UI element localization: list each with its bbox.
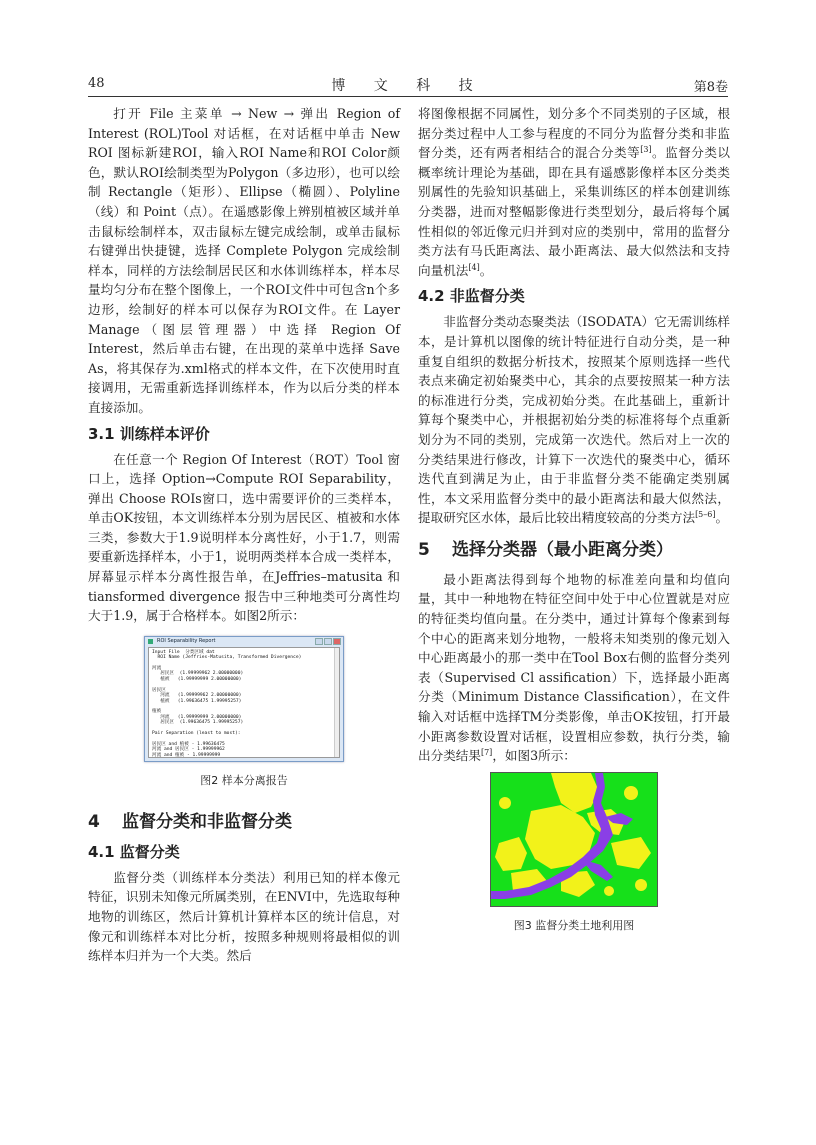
- scrollbar[interactable]: [334, 648, 339, 757]
- figure-caption: 图3 监督分类土地利用图: [513, 918, 635, 932]
- section-heading-4-1: 4.1 监督分类: [88, 842, 180, 861]
- report-line: Input File 分类区域 dat: [152, 649, 215, 655]
- figure-caption: 图2 样本分离报告: [200, 773, 288, 787]
- report-line: 居民区 (1.99636475 1.99995257): [152, 720, 244, 726]
- report-text: [148, 647, 340, 758]
- paragraph: 打开 File 主菜单 → New → 弹出 Region of Interest (ROL)Tool 对话框，在对话框中单击 New ROI 图标新建ROI，输入ROI Name和ROI Color颜色，默认ROI绘制类型为Polygon（多边形），也可以绘制 Rectangle（矩形）、Ellipse（椭圆）、Polyline（线）和 Point（点）。在遥感影像上辨别植被区域并单击鼠标绘制样本，双击鼠标左键完成绘制，或单击鼠标右键弹出快捷键，选择 Complete Polygon 完成绘制样本，同样的方法绘制居民区和水体训练样本，样本尽量均匀分布在整个图像上，一个ROI文件中可包含n个多边形，绘制好的样本可以保存为ROI文件。在 Layer Manage（图层管理器）中选择 Region Of Interest，然后单击右键，在出现的菜单中选择 Save As，将其保存为.xml格式的样本文件，在下次使用时直接调用，无需重新选择训练样本，作为以后分类的样本直接添加。: [88, 106, 400, 415]
- report-line: 植被 (1.99636475 1.99995257): [152, 698, 242, 704]
- report-line: 河流 (1.99999999 2.00000000): [152, 714, 242, 720]
- roi-separability-window: [144, 636, 344, 762]
- maximize-button[interactable]: [324, 638, 332, 645]
- report-line: 河流 (1.99999962 2.00000000): [152, 693, 242, 699]
- report-line: 河流: [152, 666, 162, 672]
- report-line: 河流 and 居民区 - 1.99999962: [152, 747, 225, 753]
- app-icon: [148, 639, 153, 644]
- close-button[interactable]: [333, 638, 341, 645]
- minimize-button[interactable]: [315, 638, 323, 645]
- report-line: Pair Separation (least to most):: [152, 730, 241, 736]
- report-line: ROI Name (Jeffries-Matusita, Transformed Divergence): [152, 655, 302, 661]
- report-line: 植被: [152, 709, 162, 715]
- left-column: [88, 104, 400, 966]
- report-line: 居民区 and 植被 - 1.99636475: [152, 741, 225, 747]
- report-line: 居民区: [152, 687, 166, 693]
- paragraph: 在任意一个 Region Of Interest（ROT）Tool 窗口上，选择 Option→Compute ROI Separability，弹出 Choose ROIs窗口，选中需要评价的三类样本，单击OK按钮，本文训练样本分别为居民区、植被和水体三类，参数大于1.9说明样本分离性好，小于1.7，则需要重新选择样本，小于1，说明两类样本合成一类样本，屏幕显示样本分离性报告单，在Jeffries–matusita 和 tiansformed divergence 报告中三种地类可分离性均大于1.9，属于合格样本。如图2所示：: [88, 451, 400, 624]
- paragraph: 监督分类（训练样本分类法）利用已知的样本像元特征，识别未知像元所属类别，在ENVI中，先选取每种地物的训练区，然后计算机计算样本区的统计信息，对像元和训练样本对比分析，按照多种规则将最相似的训练样本归并为一个大类。然后: [88, 869, 400, 964]
- figure-3: [418, 772, 730, 933]
- journal-title: 博 文 科 技: [331, 78, 485, 94]
- report-line: 居民区 (1.99999962 2.00000000): [152, 671, 244, 677]
- section-heading-4-2: 4.2 非监督分类: [418, 287, 525, 306]
- paragraph: 最小距离法得到每个地物的标准差向量和均值向量，其中一种地物在特征空间中处于中心位置就是对应的特征类均值向量。在分类中，通过计算每个像素到每个中心的距离来划分地物，一般将未知类别的像元划入中心距离最小的那一类中在Tool Box右侧的监督分类列表（Supervised Cl assification）下，选择最小距离分类（Minimum Distance Classification），在文件输入对话框中选择TM分类影像，单击OK按钮，打开最小距离参数设置对话框，设置相应参数，执行分类，输出分类结果[7]，如图3所示：: [418, 571, 730, 764]
- paragraph: 非监督分类动态聚类法（ISODATA）它无需训练样本，是计算机以图像的统计特征进行自动分类，是一种重复自组织的数据分析技术，按照某个原则选择一些代表点来确定初始聚类中心，其余的点要按照某一种方法的标准进行分类，完成初始分类。在此基础上，重新计算每个聚类中心，并根据初始分类的标准将每个点重新划分为不同的类别，完成第一次迭代。然后对上一次的分类结果进行修改，计算下一次迭代的聚类中心，循环迭代直到满足为止，由于非监督分类不能确定类别属性，本文采用监督分类中的最小距离法和最大似然法，提取研究区水体，最后比较出精度较高的分类方法[5–6]。: [418, 314, 730, 526]
- report-line: 河流 and 植被 - 1.99999999: [152, 752, 221, 758]
- section-heading-3-1: 3.1 训练样本评价: [88, 424, 210, 443]
- window-title: ROI Separability Report: [157, 637, 216, 644]
- report-line: 植被 (1.99999999 2.00000000): [152, 676, 242, 682]
- running-header: [88, 72, 728, 97]
- figure-2: [88, 636, 400, 788]
- volume-label: 第8卷: [693, 80, 728, 95]
- land-use-map: [490, 772, 658, 907]
- right-column: [418, 104, 730, 933]
- section-heading-5: 5 选择分类器（最小距离分类）: [418, 539, 673, 560]
- window-titlebar: [145, 637, 343, 646]
- section-heading-4: 4 监督分类和非监督分类: [88, 811, 292, 832]
- paragraph: 将图像根据不同属性，划分多个不同类别的子区域，根据分类过程中人工参与程度的不同分为监督分类和非监督分类，还有两者相结合的混合分类等[3]。监督分类以概率统计理论为基础，即在具有遥感影像样本区分类类别属性的先验知识基础上，采集训练区的样本创建训练分类器，进而对整幅影像进行类型划分，最后将每个属性相似的邻近像元归并到对应的类别中，常用的监督分类方法有马氏距离法、最小距离法、最大似然法和支持向量机法[4]。: [418, 106, 731, 278]
- page-number: 48: [88, 76, 105, 91]
